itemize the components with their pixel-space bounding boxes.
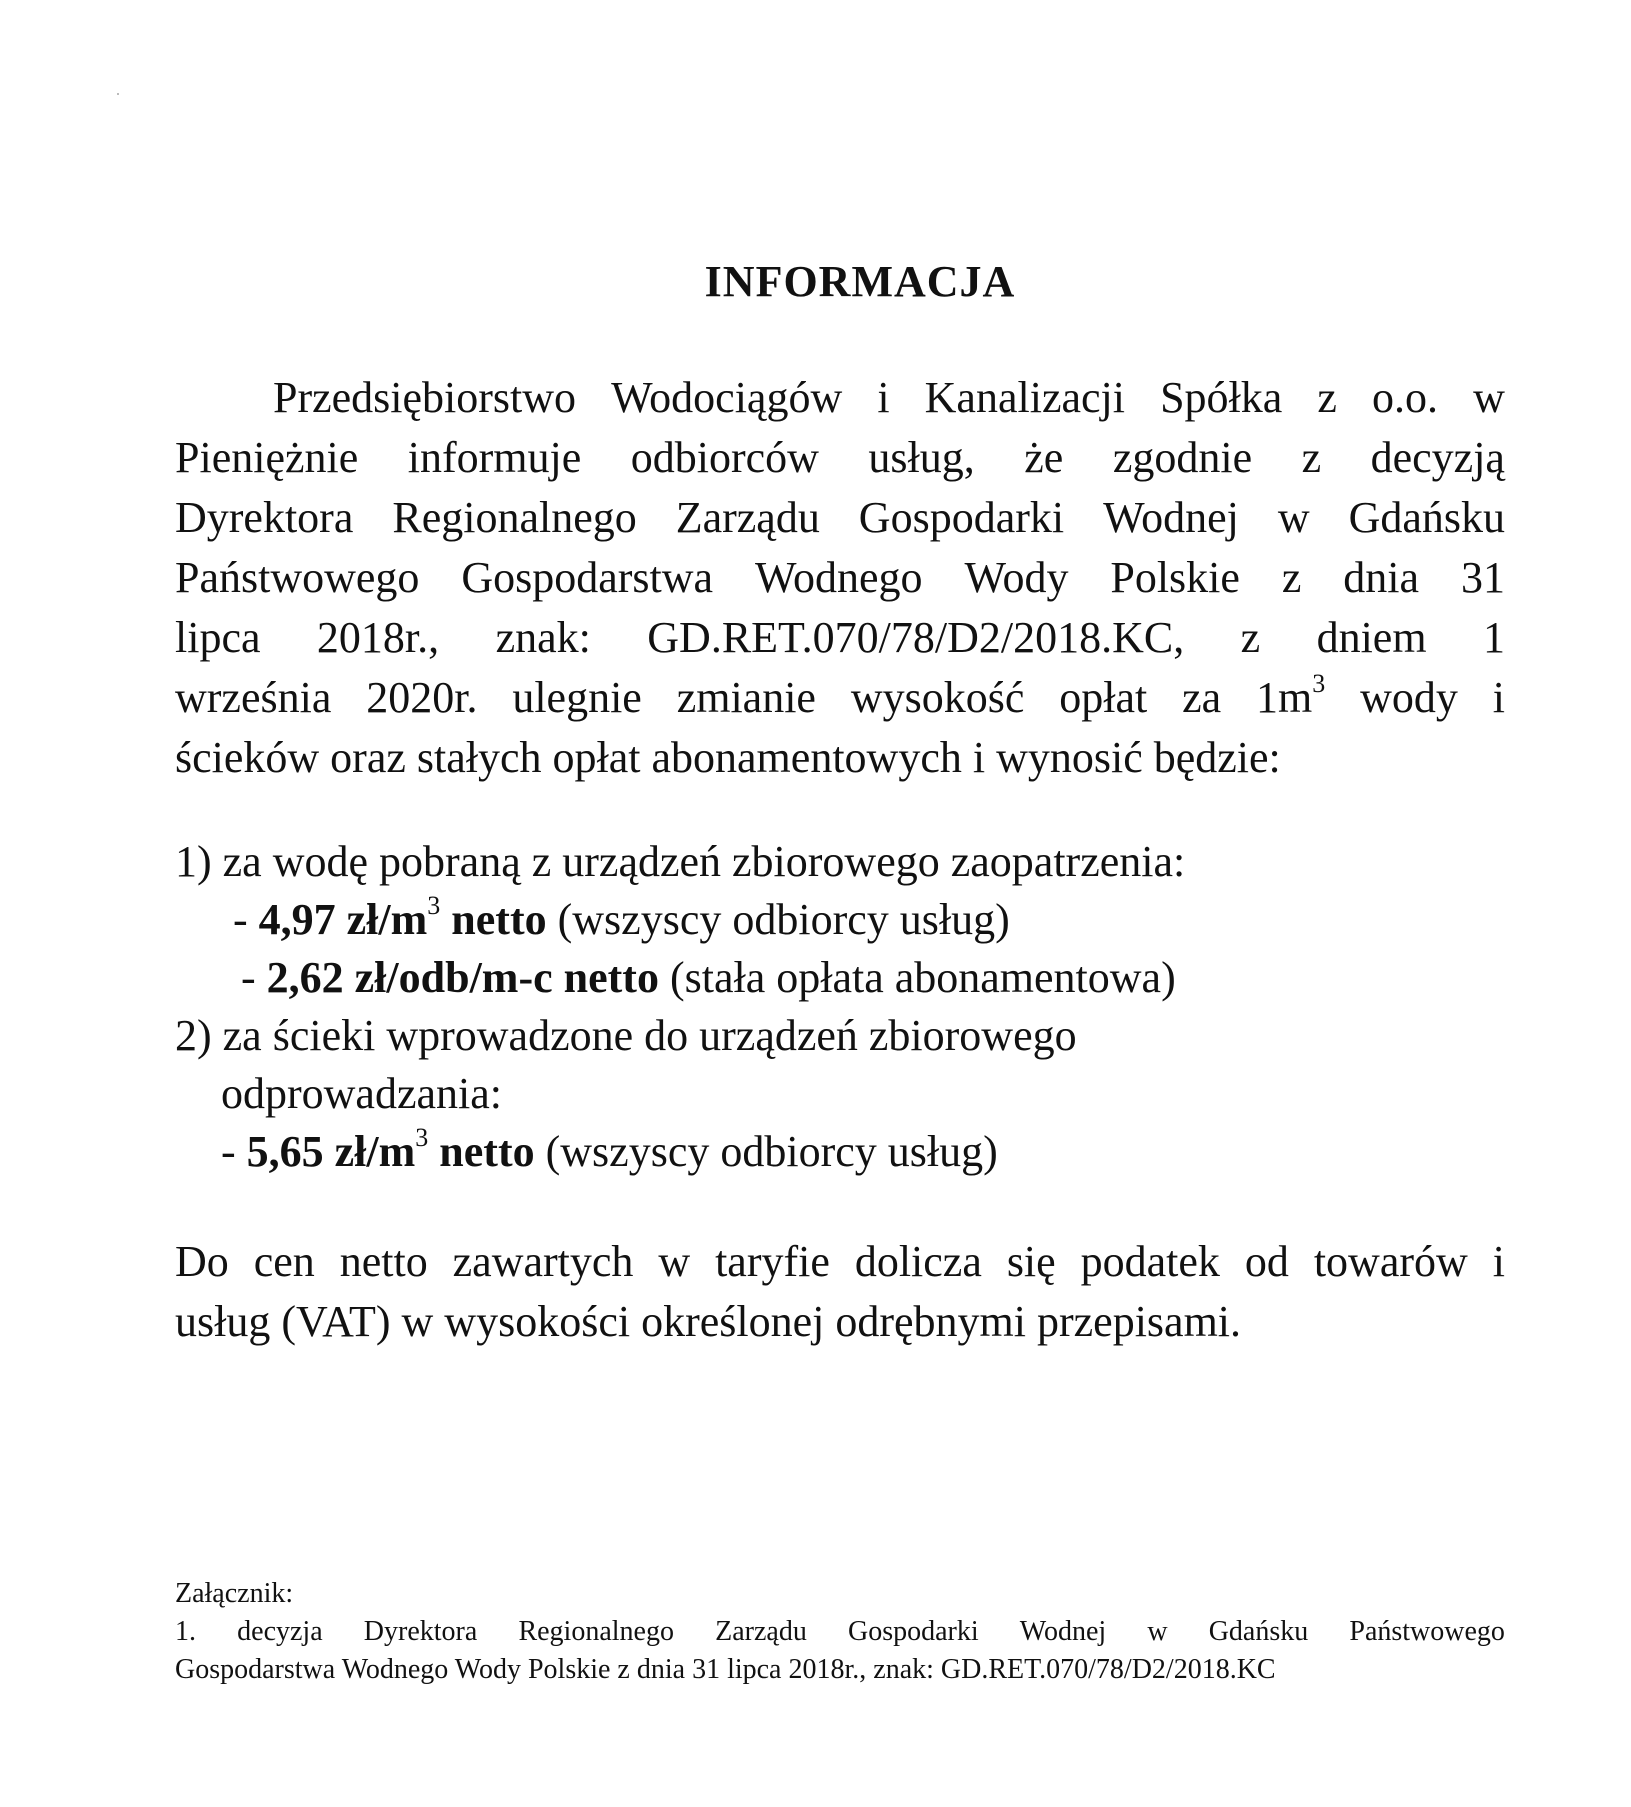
item-water-label: 1) za wodę pobraną z urządzeń zbiorowego zaopatrzenia: [175,837,1186,886]
tariff-list [175,833,1505,1181]
document-title: INFORMACJA [704,257,1016,306]
rate-note: (wszyscy odbiorcy usług) [546,895,1010,944]
word: Dyrektora [175,493,354,542]
word: od [1244,1237,1289,1286]
word: zmianie [676,673,816,722]
word: 2018r., [316,613,440,662]
word: taryfie [715,1237,830,1286]
word: usług, [868,433,975,482]
scan-speck [117,93,119,95]
word: zgodnie [1112,433,1253,482]
word: dnia [1343,553,1420,602]
word: w [1473,373,1505,422]
text-line [175,368,1505,428]
word: Gospodarki [858,493,1065,542]
rate-value: 2,62 zł/odb/m-c netto [266,953,659,1002]
word: Wody [964,553,1069,602]
attachment-section [175,1575,1505,1689]
word: 1. [175,1616,196,1647]
word: z [1240,613,1261,662]
word: w [1277,493,1310,542]
word: za [1182,673,1222,722]
rate-note: (wszyscy odbiorcy usług) [534,1127,998,1176]
word: Zarządu [675,493,820,542]
word: w [1147,1616,1168,1647]
superscript: 3 [1312,669,1326,698]
rate-value: 4,97 zł/m [258,895,428,944]
word: Regionalnego [518,1616,674,1647]
rate-superscript: 3 [427,891,441,920]
word: Regionalnego [392,493,637,542]
word: Wodnej [1019,1616,1107,1647]
word: towarów [1313,1237,1468,1286]
attachment-item [175,1613,1505,1651]
word: Spółka [1160,373,1283,422]
word: Pieniężnie [175,433,359,482]
word: dniem [1316,613,1427,662]
word: że [1024,433,1064,482]
word: Gdańsku [1348,493,1505,542]
word: Zarządu [715,1616,807,1647]
word: dolicza [854,1237,982,1286]
word: Państwowego [1349,1616,1505,1647]
word: $1m^3$ [1256,669,1326,722]
word: cen [253,1237,315,1286]
word: Gospodarki [847,1616,979,1647]
word: informuje [407,433,582,482]
text-line [175,608,1505,668]
word: się [1006,1237,1056,1286]
word: Polskie [1110,553,1240,602]
item-sewage-label: 2) za ścieki wprowadzone do urządzeń zbiorowego [175,1011,1077,1060]
word: lipca [175,613,261,662]
word: opłat [1059,673,1148,722]
word: odbiorców [630,433,819,482]
word: decyzja [237,1616,323,1647]
word: wysokość [850,673,1025,722]
text-line [175,428,1505,488]
word: Dyrektora [363,1616,478,1647]
word: i [1492,673,1505,722]
rate-dash: - [233,895,259,944]
item-water-fixed-fee [175,949,1505,1007]
word: podatek [1080,1237,1220,1286]
word: wody [1360,673,1458,722]
word: Gospodarstwa [461,553,714,602]
rate-value: 5,65 zł/m [246,1127,416,1176]
text-line: ścieków oraz stałych opłat abonamentowych i wynosić będzie: [175,733,1281,782]
attachment-item-cont: Gospodarstwa Wodnego Wody Polskie z dnia 31 lipca 2018r., znak: GD.RET.070/78/D2/2018.KC [175,1654,1276,1685]
text-line [175,1232,1505,1292]
word: września [175,673,332,722]
word: zawartych [452,1237,634,1286]
word: decyzją [1370,433,1505,482]
word: o.o. [1372,373,1439,422]
word: 31 [1460,553,1505,602]
word: w [658,1237,691,1286]
word: ulegnie [512,673,642,722]
attachment-heading: Załącznik: [175,1578,294,1609]
text-line [175,548,1505,608]
word: Gdańsku [1208,1616,1309,1647]
word: Przedsiębiorstwo [273,373,577,422]
word: i [1492,1237,1505,1286]
rate-netto: netto [440,895,547,944]
word: z [1281,553,1302,602]
word: Wodnej [1103,493,1239,542]
word: netto [339,1237,428,1286]
rate-superscript: 3 [415,1123,429,1152]
item-sewage-rate [175,1123,1505,1181]
text-line [175,668,1505,728]
word: Kanalizacji [924,373,1125,422]
rate-note: (stała opłata abonamentowa) [658,953,1176,1002]
word: 2020r. [366,673,478,722]
word: z [1301,433,1322,482]
word: GD.RET.070/78/D2/2018.KC, [647,613,1185,662]
word: Do [175,1237,229,1286]
item-water-rate [175,891,1505,949]
rate-netto: netto [428,1127,535,1176]
word: znak: [495,613,591,662]
word: Wodociągów [611,373,843,422]
text-line: usług (VAT) w wysokości określonej odrębnymi przepisami. [175,1297,1242,1346]
word: i [877,373,890,422]
item-sewage-label-cont: odprowadzania: [221,1069,502,1118]
word: Wodnego [754,553,923,602]
closing-paragraph [175,1232,1505,1352]
word: Państwowego [175,553,420,602]
rate-dash: - [241,953,267,1002]
word: 1 [1482,613,1505,662]
word: z [1317,373,1337,422]
rate-dash: - [221,1127,247,1176]
intro-paragraph [175,368,1505,788]
text-line [175,488,1505,548]
